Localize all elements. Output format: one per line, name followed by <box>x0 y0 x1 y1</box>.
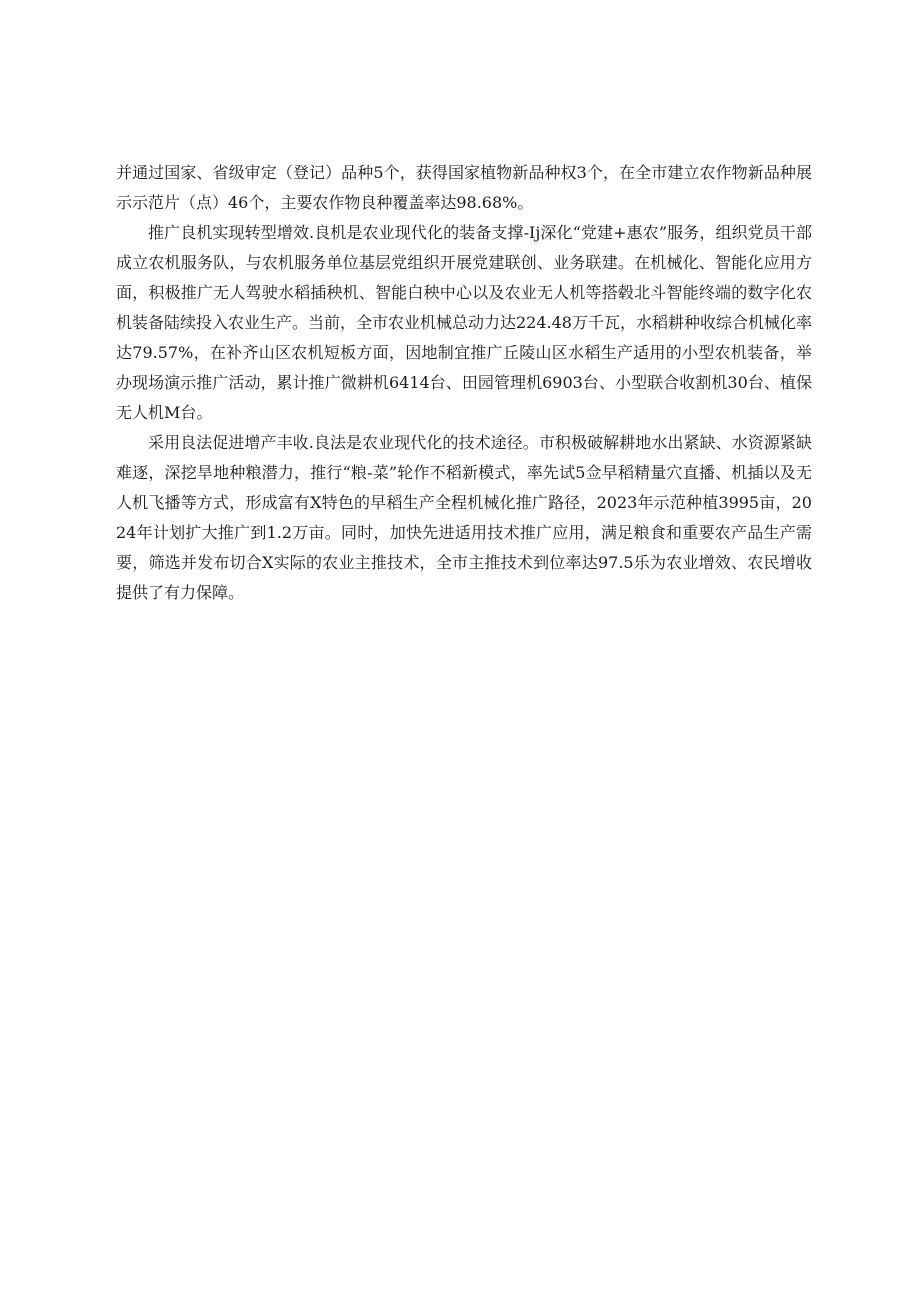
document-body <box>116 158 812 608</box>
paragraph-seed-varieties: 并通过国家、省级审定（登记）品种5个，获得国家植物新品种权3个，在全市建立农作物新品种展示示范片（点）46个，主要农作物良种覆盖率达98.68%。 <box>116 163 812 212</box>
paragraph-agri-machinery: 推广良机实现转型增效.良机是农业现代化的装备支撑-Ij深化“党建+惠农”服务，组织党员干部成立农机服务队，与农机服务单位基层党组织开展党建联创、业务联建。在机械化、智能化应用方面，积极推广无人驾驶水稻插秧机、智能白秧中心以及农业无人机等搭毂北斗智能终端的数字化农机装备陆续投入农业生产。当前，全市农业机械总动力达224.48万千瓦，水稻耕种收综合机械化率达79.57%，在补齐山区农机短板方面，因地制宜推广丘陵山区水稻生产适用的小型农机装备，举办现场演示推广活动，累计推广微耕机6414台、田园管理机6903台、小型联合收割机30台、植保无人机M台。 <box>116 223 812 422</box>
paragraph-farming-methods: 采用良法促进增产丰收.良法是农业现代化的技术途径。市积极破解耕地水出紧缺、水资源紧缺难逐，深挖旱地种粮潜力，推行“粮-菜”轮作不稻新模式，率先试5佥早稻精量穴直播、机插以及无人机飞播等方式，形成富有X特色的早稻生产全程机械化推广路径，2023年示范种植3995亩，2024年计划扩大推广到1.2万亩。同时，加快先进适用技术推广应用，满足粮食和重要农产品生产需要，筛选并发布切合X实际的农业主推技术，全市主推技术到位率达97.5乐为农业增效、农民增收提供了有力保障。 <box>116 433 812 602</box>
